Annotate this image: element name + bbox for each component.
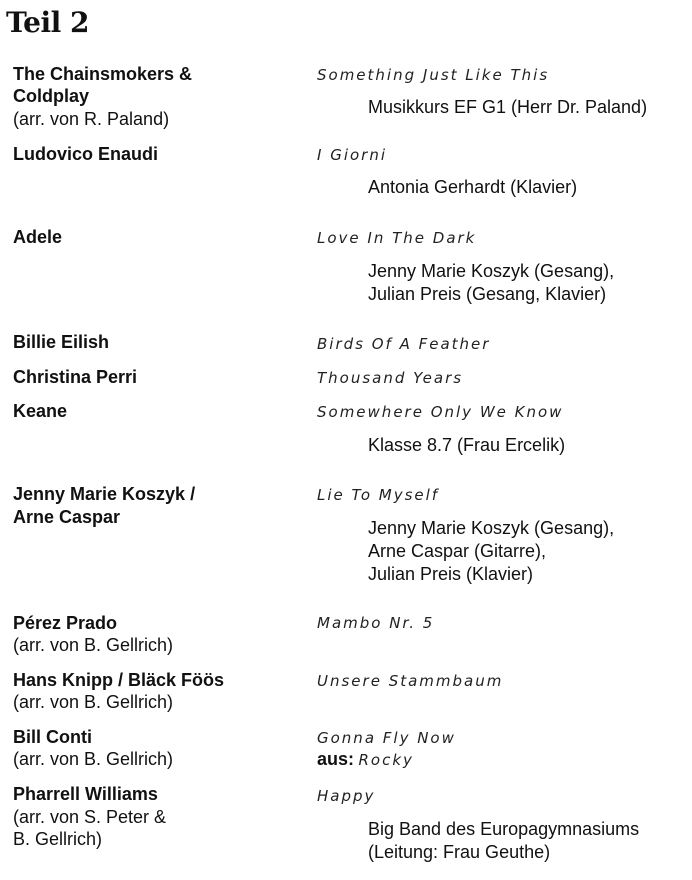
performer-line: Klasse 8.7 (Frau Ercelik): [368, 435, 566, 455]
arranger: (arr. von S. Peter &: [13, 807, 167, 827]
song-title: I Giorni: [317, 146, 388, 164]
song-title: Gonna Fly Now: [317, 729, 456, 747]
performer-line: (Leitung: Frau Geuthe): [368, 842, 551, 862]
artist-name: Pérez Prado: [13, 613, 118, 633]
song-title: Mambo Nr. 5: [317, 614, 435, 632]
section-heading: Teil 2: [6, 6, 89, 39]
artist-name: Arne Caspar: [13, 507, 121, 527]
performer-line: Julian Preis (Gesang, Klavier): [368, 284, 607, 304]
performer-line: Arne Caspar (Gitarre),: [368, 541, 547, 561]
performer-line: Jenny Marie Koszyk (Gesang),: [368, 261, 615, 281]
arranger: B. Gellrich): [13, 829, 103, 849]
artist-name: Hans Knipp / Bläck Föös: [13, 670, 225, 690]
source-title: Rocky: [358, 751, 414, 769]
arranger: (arr. von B. Gellrich): [13, 635, 174, 655]
artist-name: Pharrell Williams: [13, 784, 158, 804]
arranger: (arr. von B. Gellrich): [13, 749, 174, 769]
performer-line: Jenny Marie Koszyk (Gesang),: [368, 518, 615, 538]
artist-name: The Chainsmokers &: [13, 64, 193, 84]
artist-name: Coldplay: [13, 86, 90, 106]
song-title: Happy: [317, 787, 376, 805]
source-line: [317, 749, 414, 770]
arranger: (arr. von R. Paland): [13, 109, 170, 129]
artist-name: Billie Eilish: [13, 332, 110, 352]
song-title: Birds Of A Feather: [317, 335, 491, 353]
performer-line: Julian Preis (Klavier): [368, 564, 534, 584]
performer-line: Big Band des Europagymnasiums: [368, 819, 640, 839]
artist-name: Ludovico Enaudi: [13, 144, 159, 164]
performer-line: Musikkurs EF G1 (Herr Dr. Paland): [368, 97, 648, 117]
song-title: Thousand Years: [317, 369, 464, 387]
song-title: Somewhere Only We Know: [317, 403, 564, 421]
song-title: Unsere Stammbaum: [317, 672, 504, 690]
artist-name: Adele: [13, 227, 63, 247]
artist-name: Bill Conti: [13, 727, 92, 747]
aus-label: aus:: [317, 749, 355, 769]
artist-name: Keane: [13, 401, 68, 421]
song-title: Lie To Myself: [317, 486, 440, 504]
performer-line: Antonia Gerhardt (Klavier): [368, 177, 578, 197]
song-title: Love In The Dark: [317, 229, 477, 247]
artist-name: Jenny Marie Koszyk /: [13, 484, 196, 504]
artist-name: Christina Perri: [13, 367, 138, 387]
arranger: (arr. von B. Gellrich): [13, 692, 174, 712]
song-title: Something Just Like This: [317, 66, 550, 84]
